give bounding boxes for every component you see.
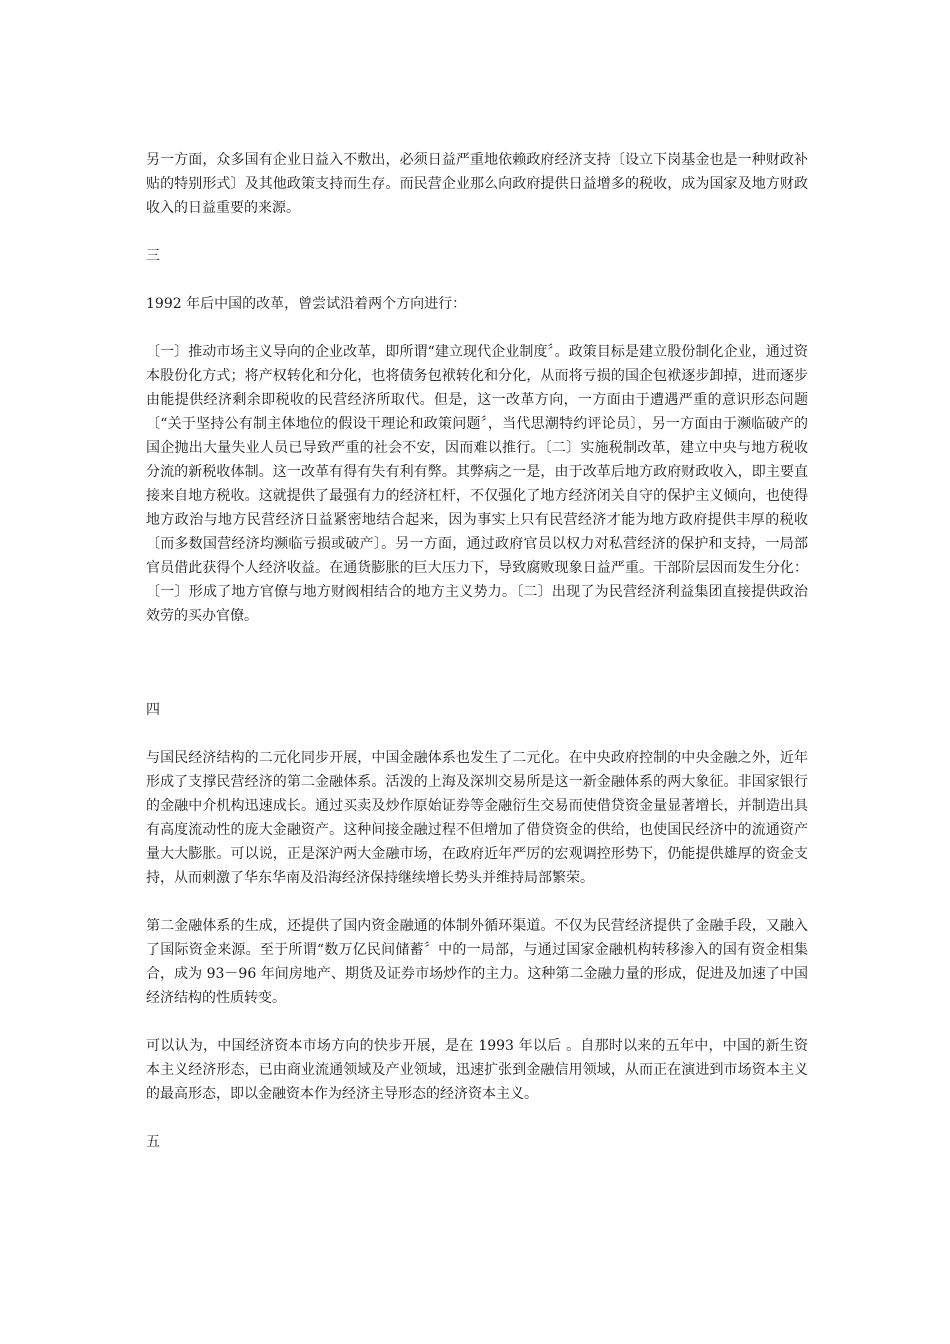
spacer — [146, 1010, 808, 1034]
paragraph-capital-market: 可以认为，中国经济资本市场方向的快步开展，是在 1993 年以后 。自那时以来的五年中，中国的新生资本主义经济形态，已由商业流通领域及产业领域，迅速扩张到金融信用领域，从而正在演进到市场资本主义的最高形态，即以金融资本作为经济主导形态的经济资本主义。 — [146, 1038, 808, 1102]
paragraph-second-financial-system: 第二金融体系的生成，还提供了国内资金融通的体制外循环渠道。不仅为民营经济提供了金融手段，又融入了国际资金来源。至于所谓“数万亿民间储蓄〞中的一局部，与通过国家金融机构转移渗入的国有资金相集合，成为 93－96 年间房地产、期货及证券市场炒作的主力。这种第二金融力量的形成，促进及加速了中国经济结构的性质转变。 — [146, 918, 808, 1006]
paragraph-reform-details: 〔一〕推动市场主义导向的企业改革，即所谓“建立现代企业制度〞。政策目标是建立股份制化企业，通过资本股份化方式；将产权转化和分化，也将债务包袱转化和分化，从而将亏损的国企包袱逐步卸掉，进而逐步由能提供经济剩余即税收的民营经济所取代。但是，这一改革方向，一方面由于遭遇严重的意识形态问题〔“关于坚持公有制主体地位的假设干理论和政策问题〞，当代思潮特约评论员〕，另一方面由于濒临破产的国企抛出大量失业人员已导致严重的社会不安，因而难以推行。〔二〕实施税制改革，建立中央与地方税收分流的新税收体制。这一改革有得有失有利有弊。其弊病之一是，由于改革后地方政府财政收入，即主要直接来自地方税收。这就提供了最强有力的经济杠杆，不仅强化了地方经济闭关自守的保护主义倾向，也使得地方政治与地方民营经济日益紧密地结合起来，因为事实上只有民营经济才能为地方政府提供丰厚的税收〔而多数国营经济均濒临亏损或破产〕。另一方面，通过政府官员以权力对私营经济的保护和支持，一局部官员借此获得个人经济收益。在通货膨胀的巨大压力下，导致腐败现象日益严重。干部阶层因而发生分化：〔一〕形成了地方官僚与地方财阀相结合的地方主义势力。〔二〕出现了为民营经济利益集团直接提供政治效劳的买办官僚。 — [146, 344, 808, 624]
paragraph-reform-directions: 1992 年后中国的改革，曾尝试沿着两个方向进行： — [146, 296, 467, 312]
paragraph-financial-dualization: 与国民经济结构的二元化同步开展，中国金融体系也发生了二元化。在中央政府控制的中央金融之外，近年形成了支撑民营经济的第二金融体系。活泼的上海及深圳交易所是这一新金融体系的两大象征。非国家银行的金融中介机构迅速成长。通过买卖及炒作原始证券等金融衍生交易而使借贷资金量显著增长，并制造出具有高度流动性的庞大金融资产。这种间接金融过程不但增加了借贷资金的供给，也使国民经济中的流通资产量大大膨胀。可以说，正是深沪两大金融市场，在政府近年严厉的宏观调控形势下，仍能提供雄厚的资金支持，从而刺激了华东华南及沿海经济保持继续增长势头并维持局部繁荣。 — [146, 750, 808, 886]
spacer — [146, 220, 808, 244]
spacer — [146, 268, 808, 292]
section-heading-4: 四 — [146, 702, 160, 718]
paragraph-intro: 另一方面，众多国有企业日益入不敷出，必须日益严重地依赖政府经济支持〔设立下岗基金也是一种财政补贴的特别形式〕及其他政策支持而生存。而民营企业那么向政府提供日益增多的税收，成为国家及地方财政收入的日益重要的来源。 — [146, 152, 808, 216]
spacer — [146, 316, 808, 340]
document-page — [146, 148, 808, 1154]
spacer — [146, 1106, 808, 1130]
section-heading-3: 三 — [146, 248, 160, 264]
spacer — [146, 628, 808, 698]
spacer — [146, 890, 808, 914]
section-heading-5: 五 — [146, 1134, 160, 1150]
spacer — [146, 722, 808, 746]
